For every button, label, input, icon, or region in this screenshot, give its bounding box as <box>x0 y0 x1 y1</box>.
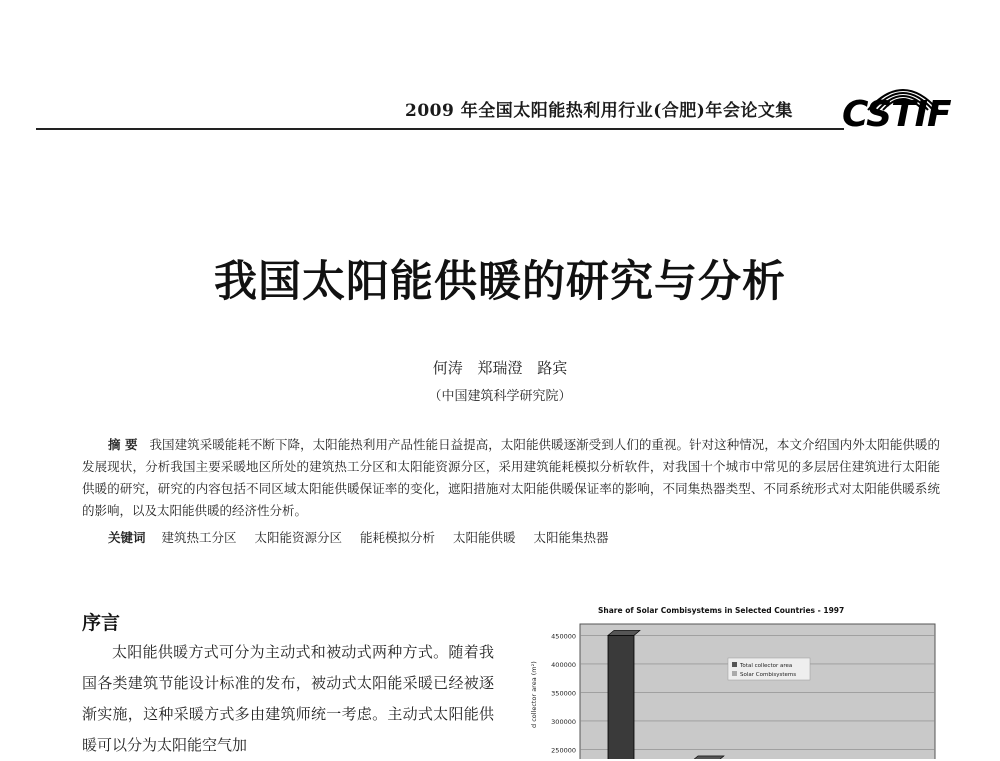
bar-chart <box>520 618 940 759</box>
y-tick-label: 300000 <box>551 717 576 726</box>
keywords-label: 关键词 <box>108 530 146 545</box>
keyword: 太阳能集热器 <box>533 530 609 545</box>
abstract-text: 我国建筑采暖能耗不断下降，太阳能热利用产品性能日益提高，太阳能供暖逐渐受到人们的重视。针对这种情况，本文介绍国内外太阳能供暖的发展现状，分析我国主要采暖地区所处的建筑热工分区和太阳能资源分区，采用建筑能耗模拟分析软件，对我国十个城市中常见的多层居住建筑进行太阳能供暖的研究，研究的内容包括不同区域太阳能供暖保证率的变化，遮阳措施对太阳能供暖保证率的影响，不同集热器类型、不同系统形式对太阳能供暖系统的影响，以及太阳能供暖的经济性分析。 <box>82 437 940 518</box>
cstif-logo <box>838 70 978 140</box>
keyword: 太阳能供暖 <box>453 530 516 545</box>
paper-title: 我国太阳能供暖的研究与分析 <box>214 257 786 307</box>
abstract <box>82 434 940 522</box>
legend-swatch <box>732 671 737 676</box>
logo-text: CSTIF <box>842 94 951 135</box>
keyword: 能耗模拟分析 <box>360 530 436 545</box>
keywords <box>108 528 623 546</box>
keyword: 太阳能资源分区 <box>254 530 343 545</box>
y-tick-label: 350000 <box>551 689 576 698</box>
keyword: 建筑热工分区 <box>161 530 237 545</box>
section-heading: 序言 <box>82 612 121 634</box>
affiliation: （中国建筑科学研究院） <box>428 389 572 404</box>
legend-entry: Total collector area <box>740 663 793 669</box>
y-tick-label: 450000 <box>551 632 576 641</box>
chart-title: Share of Solar Combisystems in Selected Countries - 1997 <box>598 606 845 615</box>
y-tick-label: 250000 <box>551 746 576 755</box>
proceedings-title: 2009 年全国太阳能热利用行业(合肥)年会论文集 <box>405 101 793 121</box>
legend-entry: Solar Combisystems <box>740 672 797 678</box>
legend-swatch <box>732 662 737 667</box>
body-paragraph: 太阳能供暖方式可分为主动式和被动式两种方式。随着我国各类建筑节能设计标准的发布，被动式太阳能采暖已经被逐渐实施，这种采暖方式多由建筑师统一考虑。主动式太阳能供暖可以分为太阳能空气加 <box>82 643 494 754</box>
y-tick-label: 400000 <box>551 660 576 669</box>
y-axis-label: d collector area (m²) <box>530 661 538 728</box>
header-rule <box>36 128 844 130</box>
bar <box>608 635 634 759</box>
bar-top-face <box>608 630 640 635</box>
abstract-label: 摘 要 <box>108 437 138 452</box>
authors: 何涛 郑瑞澄 路宾 <box>432 359 568 377</box>
